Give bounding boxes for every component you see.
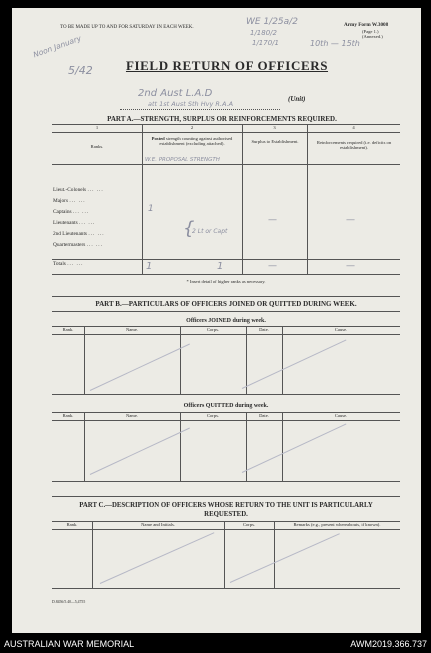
- form-number: Army Form W.3008: [344, 22, 389, 28]
- archive-footer: [0, 633, 431, 653]
- rank-majors: Majors ... ...: [53, 198, 86, 204]
- form-sheet: [12, 8, 421, 633]
- handwritten-totals-value: 1: [146, 261, 153, 272]
- quitted-col-rank: Rank.: [62, 413, 74, 418]
- joined-col-name: Name.: [125, 327, 139, 332]
- joined-col-rank: Rank.: [62, 327, 74, 332]
- c-col-corps: Corps.: [242, 522, 256, 527]
- posted-rest-label: strength counting against authorised establishment (excluding attached).: [159, 136, 233, 146]
- pencil-strike-1: [90, 344, 190, 391]
- handwritten-ref-4: 10th — 15th: [310, 39, 360, 48]
- c-col-remarks: Remarks (e.g., present whereabouts, if known).: [293, 522, 381, 527]
- handwritten-ref-1: WE 1/25a/2: [246, 17, 298, 27]
- handwritten-surplus-dash: —: [268, 215, 277, 225]
- rank-lieutenants: Lieutenants ... ...: [53, 220, 96, 226]
- col-number-2: 2: [190, 125, 194, 130]
- handwritten-column-note: W.E. PROPOSAL STRENGTH: [145, 157, 220, 163]
- handwritten-date: 5/42: [68, 64, 93, 77]
- col-number-1: 1: [95, 125, 99, 130]
- part-c-heading-line-2: REQUESTED.: [204, 511, 248, 518]
- part-c-heading-line-1: PART C.—DESCRIPTION OF OFFICERS WHOSE RETURN TO THE UNIT IS PARTICULARLY: [79, 502, 373, 509]
- handwritten-margin-note: Noon January: [31, 33, 83, 60]
- pencil-strike-2: [242, 339, 347, 389]
- handwritten-totals-col2: 1: [217, 261, 224, 272]
- handwritten-totals-dash-2: —: [346, 261, 355, 271]
- col-header-posted: [146, 137, 238, 147]
- footer-right-label: AWM2019.366.737: [350, 639, 427, 649]
- footer-left-label: AUSTRALIAN WAR MEMORIAL: [4, 639, 135, 649]
- rank-quartermasters: Quartermasters ... ...: [53, 242, 103, 248]
- totals-label: Totals ... ...: [53, 261, 84, 267]
- handwritten-captains-value: 1: [148, 204, 154, 214]
- handwritten-unit-2: att 1st Aust Sth Hvy R.A.A: [148, 100, 234, 108]
- footnote: * Insert detail of higher ranks as necessary.: [186, 279, 266, 284]
- joined-col-date: Date.: [259, 327, 269, 332]
- quitted-col-corps: Corps.: [206, 413, 220, 418]
- pencil-strike-3: [90, 428, 190, 475]
- c-col-name: Name and Initials.: [141, 522, 175, 527]
- unit-label: (Unit): [288, 95, 306, 103]
- quitted-col-date: Date.: [259, 413, 269, 418]
- rank-list: [53, 185, 105, 251]
- joined-title: Officers JOINED during week.: [186, 318, 266, 324]
- col-number-3: 3: [273, 125, 276, 130]
- quitted-col-name: Name.: [125, 413, 139, 418]
- handwritten-brace: {: [183, 218, 195, 239]
- part-c-heading: [52, 501, 400, 519]
- handwritten-ref-3: 1/170/1: [252, 39, 279, 47]
- part-b-heading: PART B.—PARTICULARS OF OFFICERS JOINED OR QUITTED DURING WEEK.: [95, 300, 357, 308]
- handwritten-unit-1: 2nd Aust L.A.D: [138, 88, 213, 99]
- pencil-strike-6: [230, 533, 340, 583]
- col-header-reinforce: Reinforcements required (i.e. deficits on establishment).: [316, 140, 392, 150]
- pencil-strike-5: [100, 532, 215, 584]
- joined-col-cause: Cause.: [334, 327, 348, 332]
- col-header-surplus: Surplus to Establishment.: [251, 139, 299, 144]
- posted-bold-label: Posted: [151, 136, 165, 141]
- joined-col-corps: Corps.: [206, 327, 220, 332]
- rank-2nd-lieutenants: 2nd Lieutenants ... ...: [53, 231, 105, 237]
- handwritten-ref-2: 1/180/2: [250, 29, 277, 37]
- form-page: (Page 1.): [362, 29, 379, 34]
- quitted-title: Officers QUITTED during week.: [183, 403, 269, 409]
- handwritten-reinforce-dash: —: [346, 215, 355, 225]
- quitted-col-cause: Cause.: [334, 413, 348, 418]
- form-annex: (Annexed.): [362, 34, 383, 39]
- col-number-4: 4: [352, 125, 355, 130]
- c-col-rank: Rank.: [66, 522, 78, 527]
- handwritten-totals-dash: —: [268, 261, 277, 271]
- col-header-ranks: Ranks.: [90, 144, 104, 149]
- handwritten-rank-note: 2 Lt or Capt: [192, 228, 228, 235]
- pencil-strike-4: [242, 423, 347, 473]
- form-title: FIELD RETURN OF OFFICERS: [125, 58, 329, 73]
- top-note: TO BE MADE UP TO AND FOR SATURDAY IN EACH WEEK.: [60, 25, 194, 30]
- print-reference: D.8456/5.40—5,4755: [52, 600, 86, 604]
- rank-captains: Captains ... ...: [53, 209, 90, 215]
- part-a-heading: PART A.—STRENGTH, SURPLUS OR REINFORCEMENTS REQUIRED.: [107, 115, 337, 123]
- rank-lieut-colonels: Lieut.-Colonels ... ...: [53, 187, 104, 193]
